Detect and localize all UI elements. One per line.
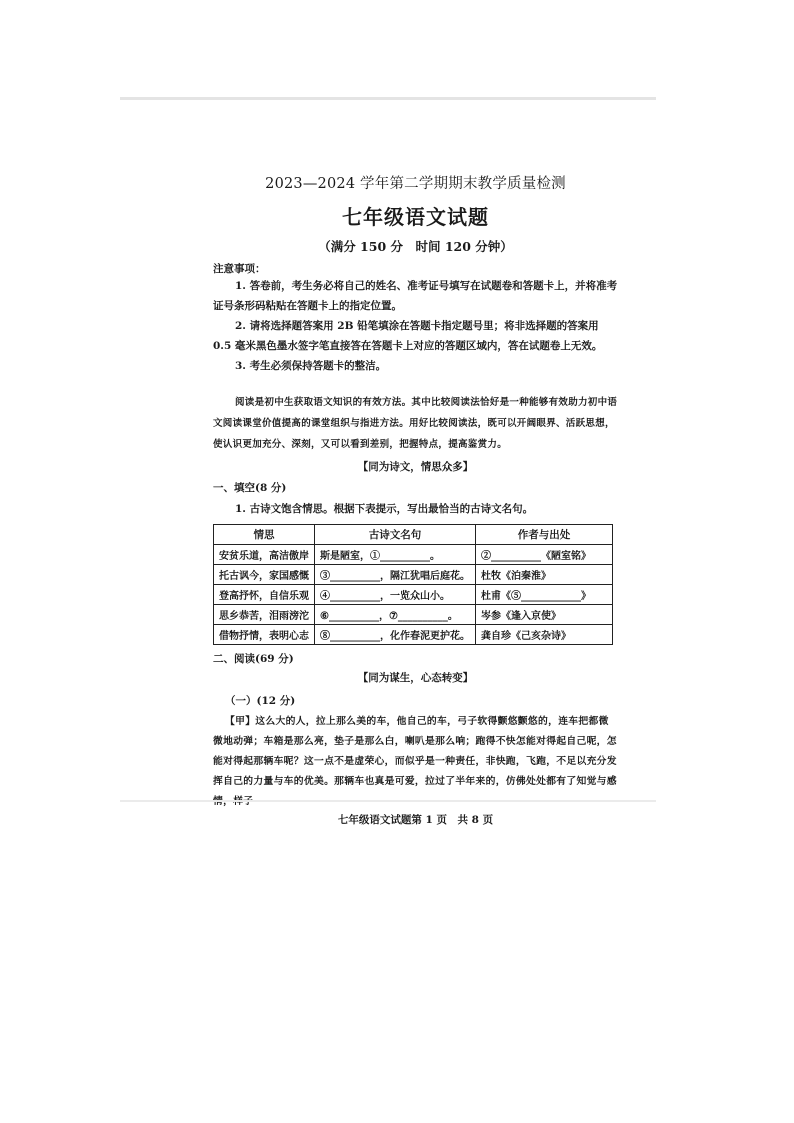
poem-table [213, 524, 613, 645]
table-row [214, 605, 613, 625]
scan-bottom-edge [120, 800, 656, 802]
table-row [214, 565, 613, 585]
table-cell: 杜甫《⑤____________》 [476, 585, 613, 605]
table-cell: 斯是陋室，①__________。 [315, 545, 476, 565]
table-cell: 借物抒情，表明心志 [214, 625, 315, 645]
table-header: 情思 [214, 525, 315, 545]
theme-banner: 【同为诗文，情思众多】 [357, 461, 474, 473]
table-cell: 杜牧《泊秦淮》 [476, 565, 613, 585]
note-item: 1. 答卷前，考生务必将自己的姓名、准考证号填写在试题卷和答题卡上，并将准考证号条形码粘贴在答题卡上的指定位置。 [213, 280, 618, 312]
table-cell: ④__________，一览众山小。 [315, 585, 476, 605]
table-cell: ⑥__________，⑦__________。 [315, 605, 476, 625]
table-cell: 岑参《逢入京使》 [476, 605, 613, 625]
table-row [214, 545, 613, 565]
table-cell: ②__________《陋室铭》 [476, 545, 613, 565]
question-text: 1. 古诗文饱含情思。根据下表提示，写出最恰当的古诗文名句。 [235, 503, 534, 515]
table-cell: ③__________，隔江犹唱后庭花。 [315, 565, 476, 585]
table-row [214, 585, 613, 605]
table-cell: ⑧__________，化作春泥更护花。 [315, 625, 476, 645]
note-item: 2. 请将选择题答案用 2B 铅笔填涂在答题卡指定题号里；将非选择题的答案用 0.5 毫米黑色墨水签字笔直接答在答题卡上对应的答题区域内，答在试题卷上无效。 [213, 320, 603, 352]
exam-sheet [213, 168, 618, 827]
table-cell: 登高抒怀，自信乐观 [214, 585, 315, 605]
table-header: 作者与出处 [476, 525, 613, 545]
page-footer: 七年级语文试题第 1 页 共 8 页 [337, 814, 494, 826]
section-title: 一、填空(8 分) [213, 482, 287, 494]
scan-top-edge [120, 97, 656, 100]
notes-title: 注意事项： [213, 263, 266, 275]
score-time: （满分 150 分 时间 120 分钟） [318, 239, 513, 254]
section-title: 二、阅读(69 分) [213, 653, 294, 665]
theme-banner: 【同为谋生，心态转变】 [357, 672, 474, 684]
table-header-row [214, 525, 613, 545]
table-cell: 思乡恭苦，泪雨滂沱 [214, 605, 315, 625]
note-item: 3. 考生必须保持答题卡的整洁。 [235, 360, 387, 372]
table-cell: 托古讽今，家国感慨 [214, 565, 315, 585]
exam-period: 2023—2024 学年第二学期期末教学质量检测 [265, 176, 566, 192]
table-header: 古诗文名句 [315, 525, 476, 545]
subsection-title: （一）(12 分) [225, 695, 296, 707]
intro-paragraph: 阅读是初中生获取语文知识的有效方法。其中比较阅读法恰好是一种能够有效助力初中语文阅读课堂价值提高的课堂组织与指进方法。用好比较阅读法，既可以开阔眼界、活跃思想，使认识更加充分、深刻，又可以看到差别，把握特点，提高鉴赏力。 [213, 397, 618, 450]
table-row [214, 625, 613, 645]
table-cell: 龚自珍《己亥杂诗》 [476, 625, 613, 645]
exam-title: 七年级语文试题 [342, 205, 489, 229]
reading-passage: 【甲】这么大的人，拉上那么美的车，他自己的车，弓子软得颤悠颤悠的，连车把都微微地动弹；车箱是那么亮，垫子是那么白，喇叭是那么响；跑得不快怎能对得起自己呢，怎能对得起那辆车呢？这一点不是虚荣心，而似乎是一种责任，非快跑，飞跑，不足以充分发挥自己的力量与车的优美。那辆车也真是可爱，拉过了半年来的，仿佛处处都有了知觉与感 [213, 716, 617, 787]
table-cell: 安贫乐道，高洁傲岸 [214, 545, 315, 565]
